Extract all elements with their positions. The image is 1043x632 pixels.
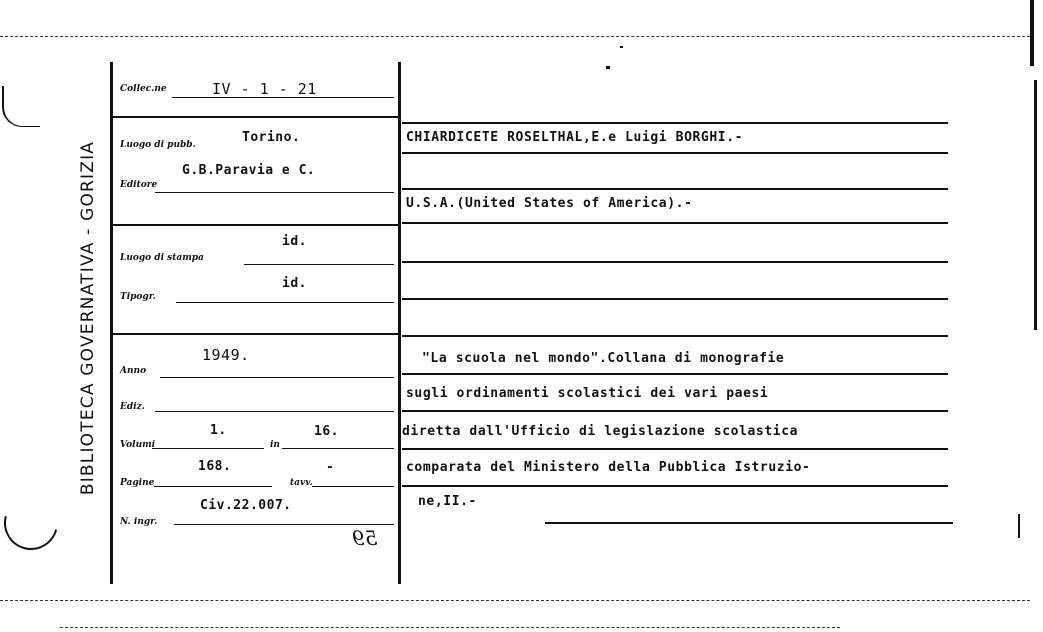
title-line-3: diretta dall'Ufficio di legislazione scolastica [402,424,799,439]
tavole-value: - [326,460,335,475]
handwritten-note: 59 [352,526,378,550]
rule-right-11 [402,485,948,487]
volumi-value: 1. [210,423,227,438]
rule-right-7 [402,335,948,337]
collocazione-value: IV - 1 - 21 [212,80,317,98]
author-line: CHIARDICETE ROSELTHAL,E.e Luigi BORGHI.- [406,130,744,145]
pagine-value: 168. [198,459,232,474]
pagine-label: Pagine [120,478,155,488]
speck-1 [606,66,610,69]
rule-right-8 [402,373,948,375]
editore-line [155,192,394,193]
rule-right-5 [402,261,948,263]
luogo-stampa-label: Luogo di stampa [120,253,204,263]
bottom-border [0,600,1030,601]
pagine-line [154,486,272,487]
luogo-stampa-line [244,264,394,265]
middle-column-rule [398,62,401,584]
ingresso-label: N. ingr. [120,517,158,527]
punch-hole-top [2,86,40,127]
rule-right-3 [402,188,948,190]
volumi-in-value: 16. [314,424,339,439]
volumi-label: Volumi [120,440,156,450]
left-column-rule [110,62,113,584]
editore-value: G.B.Paravia e C. [182,163,316,178]
luogo-pubblicazione-label: Luogo di pubb. [120,140,196,150]
title-line-2: sugli ordinamenti scolastici dei vari paesi [406,386,769,401]
tipografia-value: id. [282,276,307,291]
tavole-line [312,486,394,487]
rule-left-2 [112,224,398,226]
anno-line [160,377,394,378]
rule-left-1 [112,116,398,118]
collocazione-label: Collec.ne [120,84,167,94]
volumi-line [152,448,264,449]
rule-right-2 [402,152,948,154]
anno-value: 1949. [202,346,250,364]
title-line-5: ne,II.- [418,494,477,509]
top-border [0,36,1030,37]
library-stamp: BIBLIOTECA GOVERNATIVA - GORIZIA [78,140,98,496]
bottom-edge [60,627,840,628]
tavole-label: tavv. [290,478,313,488]
country-line: U.S.A.(United States of America).- [406,196,693,211]
punch-hole-bottom [0,486,68,560]
speck-2 [620,46,623,48]
rule-right-4 [402,222,948,224]
luogo-stampa-value: id. [282,234,307,249]
right-edge-mark [1030,0,1034,66]
rule-right-6 [402,298,948,300]
rule-right-1 [402,122,948,124]
edizione-line [155,411,394,412]
ingresso-line [174,524,394,525]
luogo-pubblicazione-value: Torino. [242,130,301,145]
anno-label: Anno [120,366,147,376]
title-line-4: comparata del Ministero della Pubblica Istruzio- [406,460,811,475]
volumi-in-label: in [270,440,280,450]
editore-label: Editore [120,180,158,190]
volumi-in-line [282,448,394,449]
title-line-1: "La scuola nel mondo".Collana di monografie [422,351,785,366]
rule-right-10 [402,448,948,450]
right-edge-mark-2 [1034,80,1037,330]
tipografia-label: Tipogr. [120,292,156,302]
ingresso-value: Civ.22.007. [200,498,292,513]
rule-right-9 [402,410,948,412]
edizione-label: Ediz. [120,402,145,412]
tipografia-line [176,302,394,303]
rule-left-3 [112,333,398,335]
speck-3 [1018,514,1020,538]
rule-right-12 [545,522,953,524]
